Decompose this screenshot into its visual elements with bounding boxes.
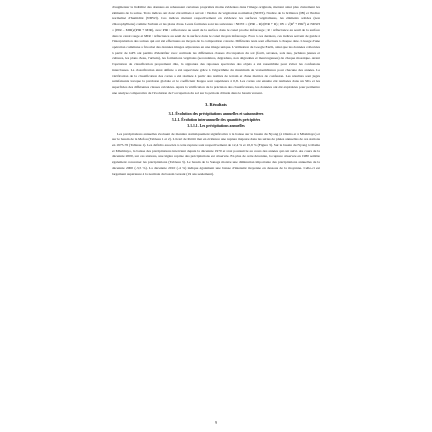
page-number: 9 <box>214 420 218 425</box>
intro-paragraph: d'augmenter la lisibilité des données en rehaussant certaines propriétés moins évidentes dans l'image originale, mettant ainsi plus clairement les éléments de la scène. Trois indices ont donc été utilisés à savoir : l'indice de végétation normalisé (NDVI), l'indice de la brillance (IB) et l'indice normalisé d'humidité (NDWI). Ces indices mettent respectivement en évidence les surfaces végétalisées, les éléments solides (non chlorophylliens) comme l'urbain et les plans d'eau. Leurs formules sont les suivantes : NDVI = (PIR – R)/(PIR + R) ; IB = √(R² + PIR²) et NDWI = (PIR – MIR)/(PIR + MIR), avec PIR : réflectance au seuil de la surface dans le canal proche infrarouge ; R : réflectance au seuil de la surface dans le canal rouge et MIR : réflectance au seuil de la surface dans le canal moyen infrarouge. Face à ces derniers, ces indices servent de guide à l'interprétation des scènes qui ont été effectuées au moyen de la composition colorée. Différents tests sont effectués à chaque date. L'usage d'une opération commune a favorisé des données images adjacentes en une image unique. L'utilisation de Google Earth, ainsi que les données collectées à partir de GPS ont permis d'identifier avec certitude les différentes classes d'occupation du sol (forêt, savanes, sols nus, jachères jeunes et cultures, les plans d'eau, l'urbain), les formations végétales (secondaires, dégradées, non dégradées et marécageuses) de chaque mosaïque. Avant l'opération de classification proprement dite, la signature des réponses spectrales des objets a été rassemblée pour éviter les confusions interclasses. La classification ainsi définie a été supervisée grâce à l'algorithme du maximum de vraisemblance pour chacune des années. La vérification de la classification des cartes a été réalisée à partir des réalités de terrain et d'une matrice de confusion. Les résultats sont jugés satisfaisants lorsque la précision globale et le coefficient Kappa sont supérieurs à 0,8. Les cartes ont ensuite été réalisées dans un SIG et les superficies des différentes classes calculées. Après la vérification de la précision des classifications, les données ont été exploitées pour permettre une analyse comparative de l'évolution de l'occupation du sol sur la période d'étude dans le bassin versant. <box>112 5 320 95</box>
subsection-heading: 3.1. Évolution des précipitations annuelles et saisonnières <box>168 111 264 116</box>
subsubsubsection-heading: 3.1.1.1. Les précipitations annuelles <box>187 123 245 128</box>
results-paragraph: Les précipitations annuelles évoluent de manière statistiquement significative à la baisse sur le bassin du Nyong (à Olama et à Mbalmayo) et sur le bassin de la Mefou (Tableau 1 et 2). L'écart de Pettitt met en évidence une rupture majeure dans les séries de pluies annuelles de ces stations en 1975-76 (Tableau 1). Les déficits associés à cette rupture sont respectivement de 12,4 % et 10,9 % (Figure 3). Sur le bassin du Nyong à Olama et Mbalmayo, la baisse des précipitations intervient depuis la décennie 1970 et s'est poursuivie au cours des années qui ont suivi. Au cours de la décennie 2000, sur ces stations, une légère reprise des précipitations est observée. En plus de cette décennie, la rupture observée en 1980 semble également concerner les précipitations (Tableau 3). Le bassin de la Sanaga montre une diminution importante des précipitations annuelles de la décennie 2000 (-3,5 %). La décennie 2010 (-4 %) indique également une baisse d'intensité moyenne en dessous de la moyenne. Celle-ci est largement supérieure à la normale du bassin versant (19 ans seulement). <box>112 131 320 176</box>
subsubsection-heading: 3.1.1. Évolution interannuelle des quantités précipitées <box>171 117 261 122</box>
section-heading: 3. Résultats <box>205 101 227 107</box>
text-column <box>112 5 320 177</box>
